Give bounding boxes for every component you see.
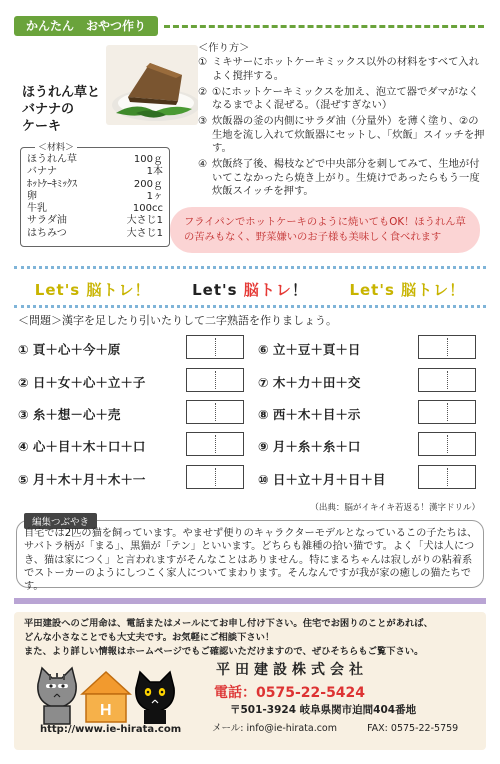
puzzle-item: ⑧ 西＋木＋目＋示 <box>258 407 361 422</box>
question-text: ＜問題＞漢字を足したり引いたりして二字熟語を作りましょう。 <box>18 314 337 327</box>
answer-box[interactable] <box>418 335 476 359</box>
answer-box[interactable] <box>186 465 244 489</box>
answer-box[interactable] <box>418 400 476 424</box>
divider-dotted <box>14 266 486 269</box>
puzzle-item: ④ 心＋目＋木＋口＋口 <box>18 439 146 454</box>
tabby-cat-icon <box>38 668 76 724</box>
ingredient-row: ほうれん草 100ｇ <box>27 154 163 165</box>
answer-box[interactable] <box>186 432 244 456</box>
svg-text:H: H <box>100 702 112 719</box>
black-cat-icon <box>136 672 174 724</box>
section-header <box>14 16 488 36</box>
answer-box[interactable] <box>418 432 476 456</box>
company-fax: FAX: 0575-22-5759 <box>367 723 459 734</box>
ingredients-caption: ＜材料＞ <box>35 140 77 153</box>
editorial-label: 編集つぶやき <box>24 513 97 529</box>
puzzle-item: ⑩ 日＋立＋月＋日＋目 <box>258 472 386 487</box>
header-dashed-line <box>164 25 484 28</box>
recipe-title: ほうれん草と バナナの ケーキ <box>22 85 101 134</box>
recipe-step: ② ①にホットケーキミックスを加え、泡立て器でダマがなくなるまでよく混ぜる。（混ぜすぎない） <box>198 85 479 112</box>
purple-divider <box>14 598 486 604</box>
puzzle-item: ② 日＋女＋心＋立＋子 <box>18 375 146 390</box>
puzzle-item: ① 頁＋心＋今＋原 <box>18 342 121 357</box>
puzzle-item: ③ 糸＋想－心＋売 <box>18 407 121 422</box>
recipe-steps <box>198 42 488 201</box>
answer-box[interactable] <box>418 368 476 392</box>
steps-caption: ＜作り方＞ <box>198 42 250 54</box>
puzzle-item: ⑥ 立＋豆＋頁＋日 <box>258 342 361 357</box>
recipe-step: ③ 炊飯器の釜の内側にサラダ油（分量外）を薄く塗り、②の生地を流し入れて炊飯器にセットし、「炊飯」スイッチを押す。 <box>198 115 485 155</box>
company-name: 平田建設株式会社 <box>216 662 368 678</box>
recipe-step: ④ 炊飯終了後、楊枝などで中央部分を刺してみて、生地が付いてこなかったら焼き上がり。生焼けであったらもう一度炊飯スイッチを押す。 <box>198 158 480 197</box>
ingredient-row: ﾎｯﾄｹｰｷﾐｯｸｽ 200ｇ <box>27 178 163 190</box>
banner-logo: Let's 脳トレ！ <box>192 280 308 299</box>
editorial-text: 自宅では2匹の猫を飼っています。やませず便りのキャラクターモデルとなっているこの子たちは、サバトラ柄が「まる」、黒猫が「テン」といいます。どちらも雑種の拾い猫です。よく「犬は人につき、猫は家につく」と言われますがそんなことはありません。特にまるちゃんは寂しがりの粘着系でストーカーのようにしつこく家人についてまわります。そんなんですが我が家の癒しの猫たちです。 <box>24 528 478 593</box>
answer-box[interactable] <box>418 465 476 489</box>
ingredient-row: バナナ 1本 <box>27 166 163 178</box>
source-credit: （出典：脳がイキイキ若返る！漢字ドリル） <box>310 503 480 513</box>
puzzle-item: ⑦ 木＋力＋田＋交 <box>258 375 361 390</box>
answer-box[interactable] <box>186 335 244 359</box>
ingredients-box <box>20 143 170 247</box>
brain-banner <box>14 278 486 300</box>
company-phone: 電話：0575-22-5424 <box>214 685 366 701</box>
house-icon <box>82 672 130 722</box>
banner-logo: Let's 脳トレ！ <box>349 280 466 299</box>
footer-message: 平田建設へのご用命は、電話またはメールにてお申し付け下さい。住宅でお困りのことがあれば、 どんな小さなことでも大丈夫です。お気軽にご相談下さい！ また、より詳しい情報はホームページでもご確認いただけますので、ぜひそちらもご覧下さい。 <box>24 618 433 657</box>
banner-logo: Let's 脳トレ！ <box>34 280 151 299</box>
company-address: 〒501-3924 岐阜県関市迫間404番地 <box>230 704 417 716</box>
ingredient-row: サラダ油 大さじ1 <box>27 215 163 227</box>
company-mail: メール: info@ie-hirata.com <box>212 723 338 734</box>
recipe-step: ① ミキサーにホットケーキミックス以外の材料をすべて入れよく撹拌する。 <box>198 56 479 82</box>
company-contact <box>212 720 458 734</box>
ingredient-row: 卵 1ヶ <box>27 190 163 202</box>
website-link[interactable]: http://www.ie-hirata.com <box>40 724 182 735</box>
answer-box[interactable] <box>186 400 244 424</box>
ingredients-table <box>27 154 163 240</box>
answer-box[interactable] <box>186 368 244 392</box>
divider-dotted <box>14 305 486 308</box>
section-title: かんたん おやつ作り <box>14 16 158 36</box>
ingredient-row: 牛乳 100cc <box>27 203 163 215</box>
puzzle-item: ⑨ 月＋糸＋糸＋口 <box>258 439 361 454</box>
ingredient-row: はちみつ 大さじ1 <box>27 227 163 239</box>
mascot-illustration <box>30 664 180 730</box>
recipe-tip: フライパンでホットケーキのように焼いてもOK！ほうれん草の苦みもなく、野菜嫌いのお子様も美味しく食べれます <box>170 207 480 253</box>
puzzle-item: ⑤ 月＋木＋月＋木＋一 <box>18 472 146 487</box>
